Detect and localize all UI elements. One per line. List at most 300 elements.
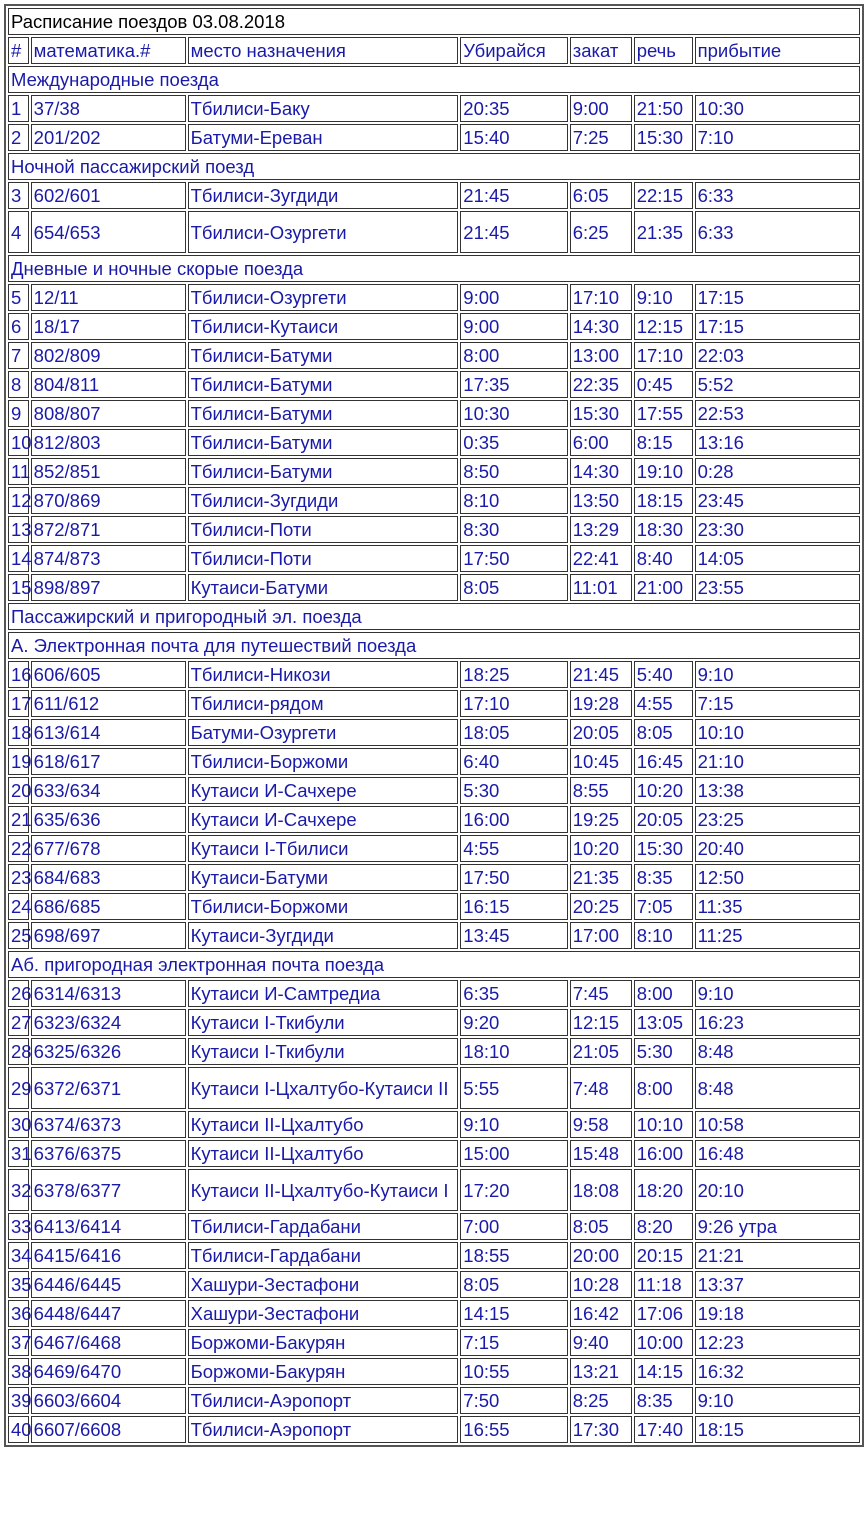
departure-time: 18:25 [460,661,567,688]
train-number: 677/678 [31,835,186,862]
table-row [8,1111,860,1138]
table-row [8,777,860,804]
arrival-time: 6:25 [570,211,632,253]
row-number: 17 [8,690,29,717]
table-row [8,922,860,949]
destination: Тбилиси-Баку [188,95,459,122]
return-arrival-time: 7:10 [695,124,860,151]
train-number: 6469/6470 [31,1358,186,1385]
table-row [8,1271,860,1298]
arrival-time: 14:30 [570,313,632,340]
return-departure-time: 8:20 [634,1213,693,1240]
destination: Тбилиси-Озургети [188,284,459,311]
table-row [8,893,860,920]
destination: Кутаиси И-Самтредиа [188,980,459,1007]
return-arrival-time: 6:33 [695,182,860,209]
table-row [8,1358,860,1385]
table-row [8,313,860,340]
train-number: 6378/6377 [31,1169,186,1211]
destination: Хашури-Зестафони [188,1300,459,1327]
return-departure-time: 8:00 [634,980,693,1007]
return-departure-time: 20:15 [634,1242,693,1269]
row-number: 10 [8,429,29,456]
train-number: 6415/6416 [31,1242,186,1269]
departure-time: 7:50 [460,1387,567,1414]
arrival-time: 20:05 [570,719,632,746]
train-number: 18/17 [31,313,186,340]
destination: Тбилиси-Боржоми [188,748,459,775]
destination: Тбилиси-Аэропорт [188,1416,459,1443]
train-number: 872/871 [31,516,186,543]
train-number: 874/873 [31,545,186,572]
return-arrival-time: 17:15 [695,313,860,340]
destination: Тбилиси-Батуми [188,400,459,427]
departure-time: 17:10 [460,690,567,717]
arrival-time: 17:30 [570,1416,632,1443]
return-arrival-time: 16:48 [695,1140,860,1167]
table-row [8,1140,860,1167]
table-row [8,516,860,543]
return-departure-time: 10:00 [634,1329,693,1356]
destination: Кутаиси И-Сачхере [188,777,459,804]
return-departure-time: 11:18 [634,1271,693,1298]
departure-time: 20:35 [460,95,567,122]
return-arrival-time: 5:52 [695,371,860,398]
arrival-time: 7:45 [570,980,632,1007]
row-number: 24 [8,893,29,920]
destination: Тбилиси-Озургети [188,211,459,253]
departure-time: 14:15 [460,1300,567,1327]
departure-time: 18:10 [460,1038,567,1065]
return-arrival-time: 9:10 [695,1387,860,1414]
departure-time: 21:45 [460,211,567,253]
return-departure-time: 16:00 [634,1140,693,1167]
table-row [8,835,860,862]
destination: Тбилиси-Гардабани [188,1213,459,1240]
arrival-time: 16:42 [570,1300,632,1327]
row-number: 39 [8,1387,29,1414]
train-number: 6607/6608 [31,1416,186,1443]
return-arrival-time: 22:03 [695,342,860,369]
table-row [8,690,860,717]
destination: Кутаиси-Батуми [188,574,459,601]
destination: Кутаиси I-Ткибули [188,1009,459,1036]
departure-time: 17:50 [460,545,567,572]
row-number: 4 [8,211,29,253]
departure-time: 5:30 [460,777,567,804]
return-departure-time: 10:10 [634,1111,693,1138]
train-number: 812/803 [31,429,186,456]
train-number: 852/851 [31,458,186,485]
departure-time: 16:55 [460,1416,567,1443]
row-number: 37 [8,1329,29,1356]
train-number: 6372/6371 [31,1067,186,1109]
row-number: 19 [8,748,29,775]
arrival-time: 18:08 [570,1169,632,1211]
header-return-departure: речь [634,37,693,64]
table-row [8,211,860,253]
return-arrival-time: 12:23 [695,1329,860,1356]
table-row [8,1038,860,1065]
return-arrival-time: 9:10 [695,661,860,688]
return-arrival-time: 13:16 [695,429,860,456]
table-row [8,864,860,891]
departure-time: 10:30 [460,400,567,427]
arrival-time: 7:48 [570,1067,632,1109]
departure-time: 18:05 [460,719,567,746]
departure-time: 15:40 [460,124,567,151]
row-number: 1 [8,95,29,122]
return-departure-time: 8:00 [634,1067,693,1109]
destination: Кутаиси I-Тбилиси [188,835,459,862]
return-departure-time: 20:05 [634,806,693,833]
departure-time: 6:40 [460,748,567,775]
train-number: 804/811 [31,371,186,398]
table-row [8,1387,860,1414]
train-number: 802/809 [31,342,186,369]
train-number: 12/11 [31,284,186,311]
arrival-time: 15:48 [570,1140,632,1167]
return-departure-time: 12:15 [634,313,693,340]
departure-time: 9:10 [460,1111,567,1138]
row-number: 11 [8,458,29,485]
departure-time: 6:35 [460,980,567,1007]
train-number: 6603/6604 [31,1387,186,1414]
section-row [8,632,860,659]
destination: Тбилиси-Зугдиди [188,487,459,514]
train-number: 870/869 [31,487,186,514]
train-number: 606/605 [31,661,186,688]
schedule-title: Расписание поездов 03.08.2018 [8,8,860,35]
row-number: 2 [8,124,29,151]
arrival-time: 7:25 [570,124,632,151]
row-number: 18 [8,719,29,746]
arrival-time: 20:25 [570,893,632,920]
table-row [8,574,860,601]
table-row [8,980,860,1007]
section-label: Пассажирский и пригородный эл. поезда [8,603,860,630]
train-number: 898/897 [31,574,186,601]
destination: Кутаиси II-Цхалтубо [188,1111,459,1138]
destination: Кутаиси II-Цхалтубо [188,1140,459,1167]
row-number: 21 [8,806,29,833]
return-arrival-time: 23:30 [695,516,860,543]
destination: Тбилиси-Зугдиди [188,182,459,209]
row-number: 35 [8,1271,29,1298]
return-departure-time: 18:20 [634,1169,693,1211]
header-departure: Убирайся [460,37,567,64]
departure-time: 21:45 [460,182,567,209]
table-row [8,748,860,775]
row-number: 32 [8,1169,29,1211]
arrival-time: 13:50 [570,487,632,514]
row-number: 29 [8,1067,29,1109]
train-number: 6413/6414 [31,1213,186,1240]
departure-time: 4:55 [460,835,567,862]
row-number: 34 [8,1242,29,1269]
return-arrival-time: 13:37 [695,1271,860,1298]
arrival-time: 8:25 [570,1387,632,1414]
arrival-time: 13:21 [570,1358,632,1385]
return-arrival-time: 19:18 [695,1300,860,1327]
return-arrival-time: 16:23 [695,1009,860,1036]
section-row [8,66,860,93]
return-departure-time: 8:10 [634,922,693,949]
row-number: 36 [8,1300,29,1327]
header-destination: место назначения [188,37,459,64]
table-row [8,429,860,456]
departure-time: 9:00 [460,284,567,311]
arrival-time: 9:58 [570,1111,632,1138]
departure-time: 8:50 [460,458,567,485]
return-arrival-time: 21:10 [695,748,860,775]
departure-time: 15:00 [460,1140,567,1167]
arrival-time: 6:00 [570,429,632,456]
train-number: 6446/6445 [31,1271,186,1298]
destination: Батуми-Ереван [188,124,459,151]
destination: Кутаиси И-Сачхере [188,806,459,833]
section-row [8,153,860,180]
table-row [8,1416,860,1443]
train-number: 6325/6326 [31,1038,186,1065]
section-label: Аб. пригородная электронная почта поезда [8,951,860,978]
return-departure-time: 10:20 [634,777,693,804]
destination: Хашури-Зестафони [188,1271,459,1298]
train-number: 201/202 [31,124,186,151]
arrival-time: 21:05 [570,1038,632,1065]
train-number: 654/653 [31,211,186,253]
arrival-time: 9:40 [570,1329,632,1356]
train-number: 613/614 [31,719,186,746]
train-number: 37/38 [31,95,186,122]
return-departure-time: 8:40 [634,545,693,572]
return-departure-time: 22:15 [634,182,693,209]
train-number: 808/807 [31,400,186,427]
table-row [8,371,860,398]
return-departure-time: 0:45 [634,371,693,398]
section-label: Дневные и ночные скорые поезда [8,255,860,282]
row-number: 22 [8,835,29,862]
train-number: 618/617 [31,748,186,775]
return-arrival-time: 10:58 [695,1111,860,1138]
return-departure-time: 14:15 [634,1358,693,1385]
arrival-time: 17:00 [570,922,632,949]
return-departure-time: 13:05 [634,1009,693,1036]
return-departure-time: 15:30 [634,124,693,151]
row-number: 27 [8,1009,29,1036]
arrival-time: 15:30 [570,400,632,427]
destination: Батуми-Озургети [188,719,459,746]
row-number: 20 [8,777,29,804]
departure-time: 8:30 [460,516,567,543]
title-row [8,8,860,35]
destination: Тбилиси-Поти [188,545,459,572]
row-number: 8 [8,371,29,398]
return-arrival-time: 21:21 [695,1242,860,1269]
destination: Тбилиси-Батуми [188,458,459,485]
departure-time: 13:45 [460,922,567,949]
departure-time: 7:15 [460,1329,567,1356]
return-arrival-time: 23:45 [695,487,860,514]
return-departure-time: 17:40 [634,1416,693,1443]
section-row [8,603,860,630]
destination: Тбилиси-Гардабани [188,1242,459,1269]
table-row [8,487,860,514]
destination: Тбилиси-Батуми [188,429,459,456]
destination: Кутаиси-Зугдиди [188,922,459,949]
row-number: 31 [8,1140,29,1167]
train-number: 611/612 [31,690,186,717]
return-departure-time: 17:55 [634,400,693,427]
section-label: A. Электронная почта для путешествий поезда [8,632,860,659]
table-row [8,182,860,209]
return-departure-time: 8:15 [634,429,693,456]
table-row [8,458,860,485]
return-arrival-time: 9:26 утра [695,1213,860,1240]
destination: Тбилиси-рядом [188,690,459,717]
table-row [8,1009,860,1036]
return-departure-time: 16:45 [634,748,693,775]
return-departure-time: 19:10 [634,458,693,485]
return-arrival-time: 7:15 [695,690,860,717]
train-number: 633/634 [31,777,186,804]
header-arrival: закат [570,37,632,64]
departure-time: 18:55 [460,1242,567,1269]
row-number: 6 [8,313,29,340]
row-number: 30 [8,1111,29,1138]
row-number: 40 [8,1416,29,1443]
return-departure-time: 17:06 [634,1300,693,1327]
arrival-time: 10:45 [570,748,632,775]
table-row [8,661,860,688]
return-arrival-time: 6:33 [695,211,860,253]
departure-time: 16:00 [460,806,567,833]
row-number: 38 [8,1358,29,1385]
section-label: Ночной пассажирский поезд [8,153,860,180]
section-row [8,255,860,282]
return-departure-time: 21:00 [634,574,693,601]
departure-time: 8:05 [460,574,567,601]
return-departure-time: 18:15 [634,487,693,514]
return-arrival-time: 11:35 [695,893,860,920]
row-number: 25 [8,922,29,949]
train-number: 698/697 [31,922,186,949]
departure-time: 8:00 [460,342,567,369]
row-number: 12 [8,487,29,514]
arrival-time: 19:28 [570,690,632,717]
return-arrival-time: 20:10 [695,1169,860,1211]
return-departure-time: 5:40 [634,661,693,688]
departure-time: 0:35 [460,429,567,456]
return-arrival-time: 11:25 [695,922,860,949]
return-arrival-time: 14:05 [695,545,860,572]
table-row [8,284,860,311]
destination: Кутаиси I-Цхалтубо-Кутаиси II [188,1067,459,1109]
table-row [8,1067,860,1109]
destination: Тбилиси-Никози [188,661,459,688]
departure-time: 8:10 [460,487,567,514]
return-arrival-time: 10:10 [695,719,860,746]
train-number: 684/683 [31,864,186,891]
departure-time: 17:35 [460,371,567,398]
header-row [8,37,860,64]
table-row [8,1242,860,1269]
arrival-time: 8:05 [570,1213,632,1240]
return-arrival-time: 17:15 [695,284,860,311]
arrival-time: 13:00 [570,342,632,369]
arrival-time: 21:45 [570,661,632,688]
row-number: 33 [8,1213,29,1240]
return-departure-time: 8:35 [634,864,693,891]
arrival-time: 20:00 [570,1242,632,1269]
return-arrival-time: 20:40 [695,835,860,862]
table-row [8,1213,860,1240]
table-row [8,719,860,746]
destination: Тбилиси-Поти [188,516,459,543]
table-row [8,400,860,427]
destination: Кутаиси I-Ткибули [188,1038,459,1065]
train-number: 686/685 [31,893,186,920]
row-number: 7 [8,342,29,369]
row-number: 16 [8,661,29,688]
row-number: 28 [8,1038,29,1065]
destination: Тбилиси-Батуми [188,342,459,369]
arrival-time: 10:20 [570,835,632,862]
return-arrival-time: 22:53 [695,400,860,427]
row-number: 26 [8,980,29,1007]
return-departure-time: 8:05 [634,719,693,746]
return-arrival-time: 16:32 [695,1358,860,1385]
train-number: 6314/6313 [31,980,186,1007]
table-row [8,342,860,369]
departure-time: 9:20 [460,1009,567,1036]
destination: Кутаиси II-Цхалтубо-Кутаиси I [188,1169,459,1211]
arrival-time: 19:25 [570,806,632,833]
return-departure-time: 4:55 [634,690,693,717]
return-arrival-time: 8:48 [695,1067,860,1109]
return-arrival-time: 13:38 [695,777,860,804]
row-number: 9 [8,400,29,427]
table-row [8,1300,860,1327]
row-number: 5 [8,284,29,311]
arrival-time: 10:28 [570,1271,632,1298]
arrival-time: 21:35 [570,864,632,891]
return-departure-time: 15:30 [634,835,693,862]
table-row [8,806,860,833]
row-number: 3 [8,182,29,209]
train-number: 6374/6373 [31,1111,186,1138]
return-departure-time: 8:35 [634,1387,693,1414]
departure-time: 9:00 [460,313,567,340]
train-number: 602/601 [31,182,186,209]
header-number: # [8,37,29,64]
return-departure-time: 18:30 [634,516,693,543]
section-label: Международные поезда [8,66,860,93]
return-arrival-time: 0:28 [695,458,860,485]
departure-time: 17:20 [460,1169,567,1211]
destination: Тбилиси-Боржоми [188,893,459,920]
return-departure-time: 9:10 [634,284,693,311]
table-row [8,545,860,572]
departure-time: 7:00 [460,1213,567,1240]
destination: Боржоми-Бакурян [188,1358,459,1385]
table-row [8,95,860,122]
return-arrival-time: 23:55 [695,574,860,601]
arrival-time: 9:00 [570,95,632,122]
departure-time: 16:15 [460,893,567,920]
row-number: 23 [8,864,29,891]
arrival-time: 13:29 [570,516,632,543]
